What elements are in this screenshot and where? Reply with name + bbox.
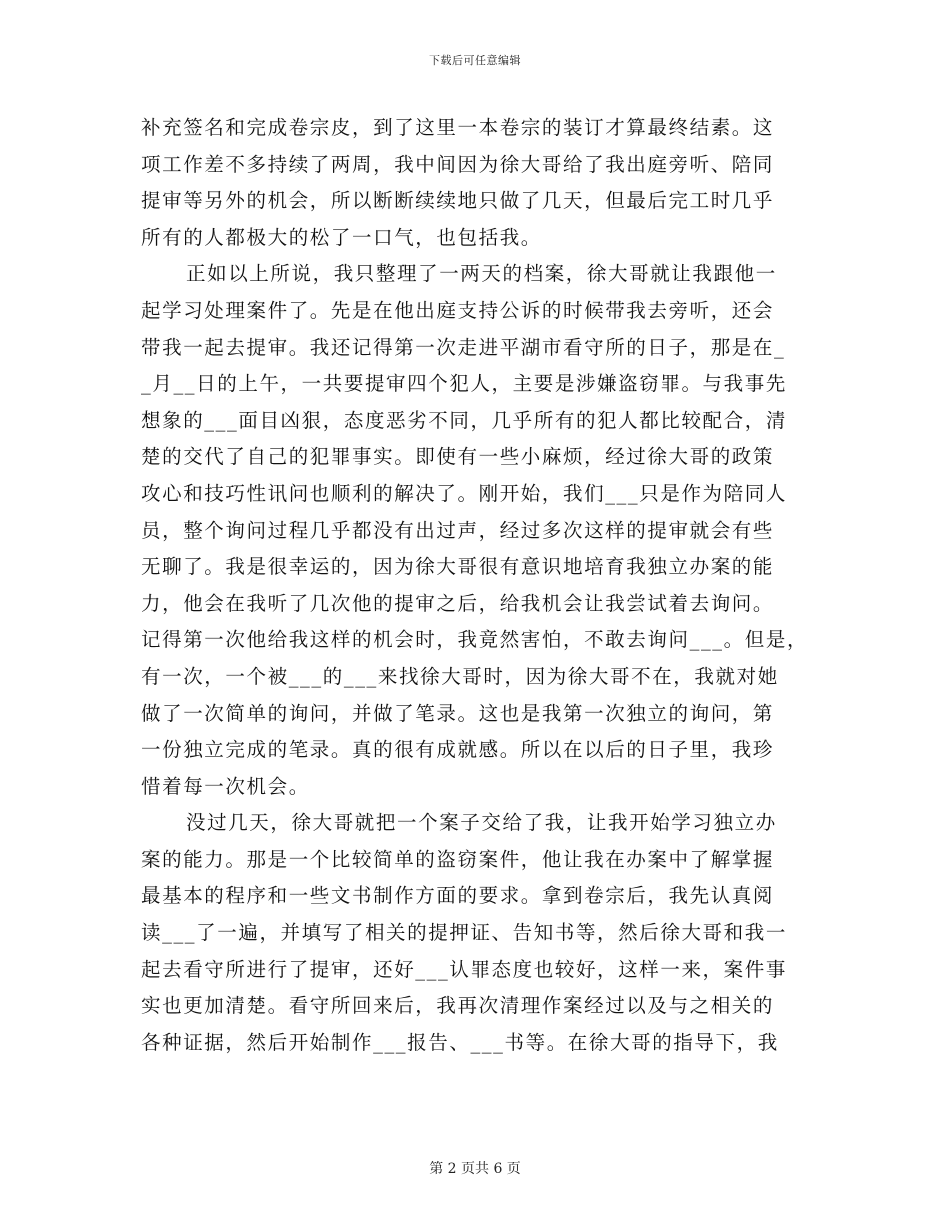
text-line: 惜着每一次机会。 [141,774,310,798]
text-line: 没过几天，徐大哥就把一个案子交给了我，让我开始学习独立办 [186,811,777,835]
text-line: 攻心和技巧性讯问也顺利的解决了。刚开始，我们___只是作为陪同人 [141,481,787,505]
text-line: 实也更加清楚。看守所回来后，我再次清理作案经过以及与之相关的 [141,994,775,1018]
text-line: 带我一起去提审。我还记得第一次走进平湖市看守所的日子，那是在_ [141,335,786,359]
document-body [141,110,811,1061]
page-footer: 第 2 页共 6 页 [429,1161,521,1177]
text-line: 读___了一遍，并填写了相关的提押证、告知书等，然后徐大哥和我一 [141,921,787,945]
text-line: 起去看守所进行了提审，还好___认罪态度也较好，这样一来，案件事 [141,957,787,981]
text-line: 员，整个询问过程几乎都没有出过声，经过多次这样的提审就会有些 [141,518,775,542]
text-line: 案的能力。那是一个比较简单的盗窃案件，他让我在办案中了解掌握 [141,847,775,871]
text-line: 想象的___面目凶狠，态度恶劣不同，几乎所有的犯人都比较配合，清 [141,408,787,432]
text-line: 所有的人都极大的松了一口气，也包括我。 [141,225,542,249]
page-header: 下载后可任意编辑 [429,54,521,67]
text-line: 力，他会在我听了几次他的提审之后，给我机会让我尝试着去询问。 [141,591,775,615]
text-line: 一份独立完成的笔录。真的很有成就感。所以在以后的日子里，我珍 [141,738,775,762]
text-line: _月__日的上午，一共要提审四个犯人，主要是涉嫌盗窃罪。与我事先 [141,372,787,396]
text-line: 补充签名和完成卷宗皮，到了这里一本卷宗的装订才算最终结素。这 [141,116,775,139]
text-line: 提审等另外的机会，所以断断续续地只做了几天，但最后完工时几乎 [141,189,775,213]
text-line: 记得第一次他给我这样的机会时，我竟然害怕，不敢去询问___。但是， [141,628,809,652]
text-line: 起学习处理案件了。先是在他出庭支持公诉的时候带我去旁听，还会 [141,298,775,322]
text-line: 做了一次简单的询问，并做了笔录。这也是我第一次独立的询问，第 [141,701,775,725]
text-line: 有一次，一个被___的___来找徐大哥时，因为徐大哥不在，我就对她 [141,664,779,688]
text-line: 正如以上所说，我只整理了一两天的档案，徐大哥就让我跟他一 [186,262,777,286]
text-line: 项工作差不多持续了两周，我中间因为徐大哥给了我出庭旁听、陪同 [141,152,775,176]
text-line: 无聊了。我是很幸运的，因为徐大哥很有意识地培育我独立办案的能 [141,555,775,579]
text-line: 最基本的程序和一些文书制作方面的要求。拿到卷宗后，我先认真阅 [141,884,775,908]
text-line: 各种证据，然后开始制作___报告、___书等。在徐大哥的指导下，我 [141,1030,779,1054]
text-line: 楚的交代了自己的犯罪事实。即使有一些小麻烦，经过徐大哥的政策 [141,445,775,469]
